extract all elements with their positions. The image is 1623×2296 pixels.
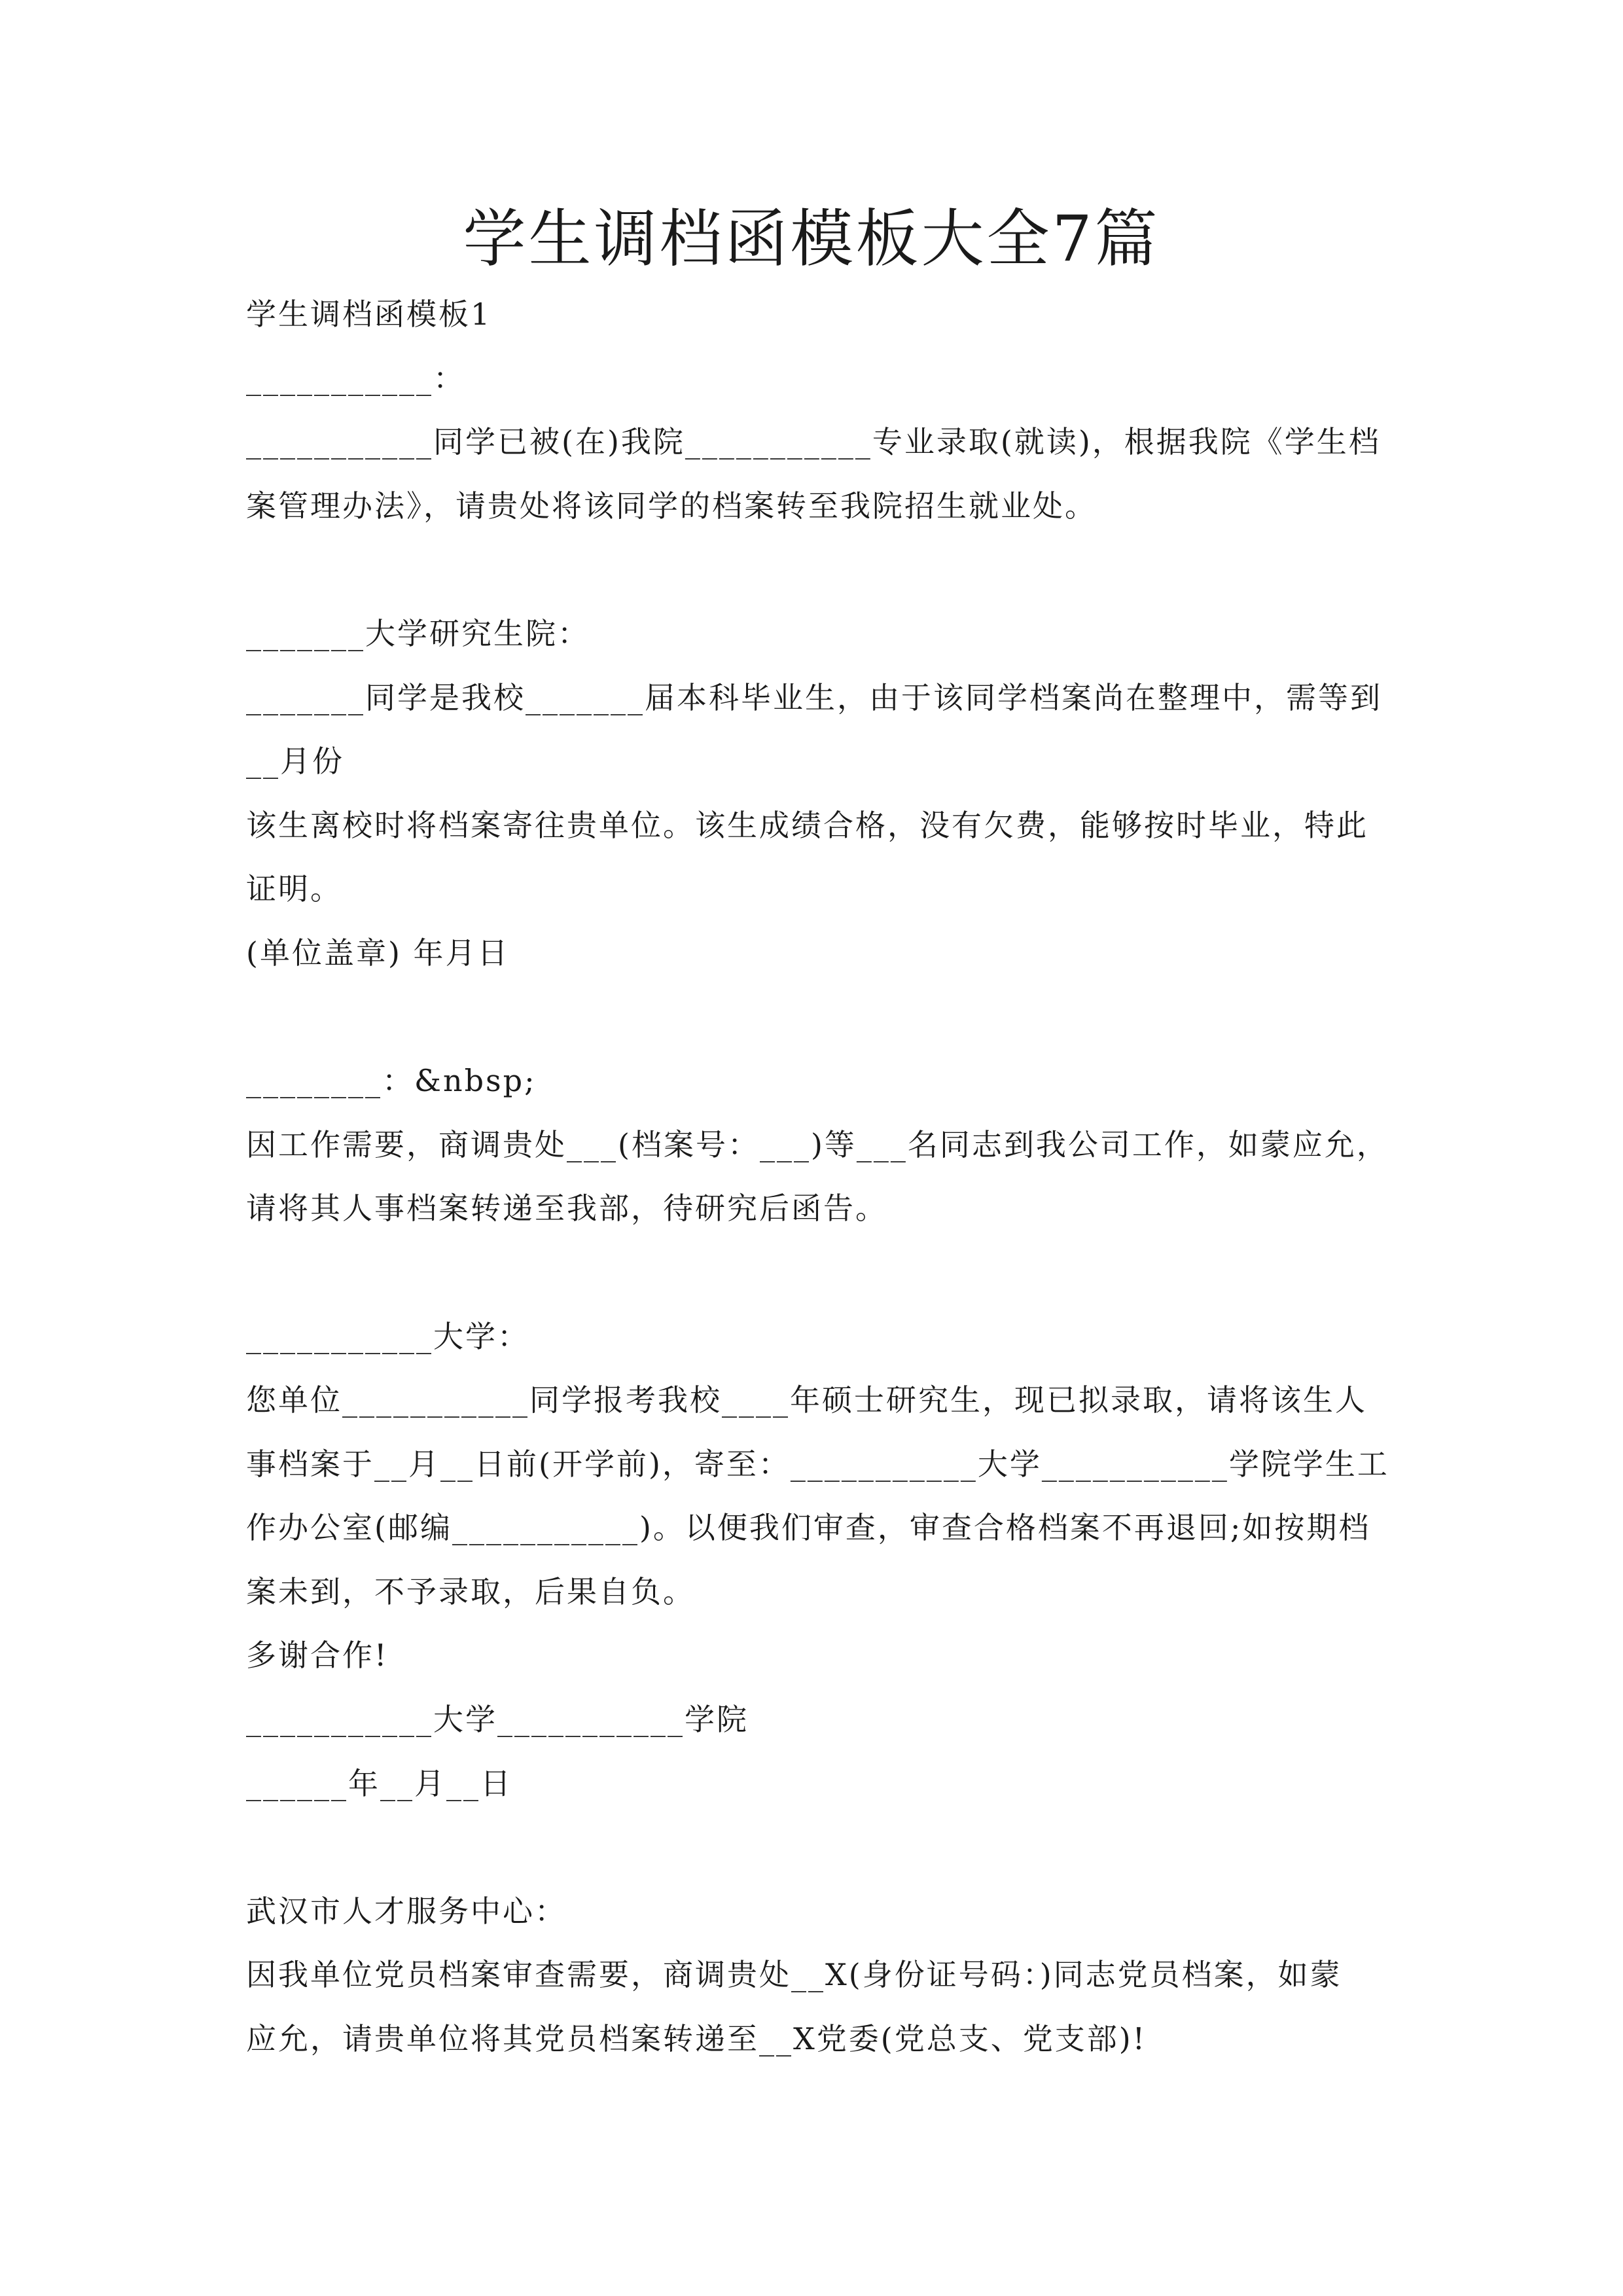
text-line: 作办公室(邮编___________)。以便我们审查，审查合格档案不再退回;如按期档 [246,1510,1371,1546]
blank-line [246,1816,1398,1880]
blank-line [246,986,1398,1050]
text-line: 案未到，不予录取，后果自负。 [246,1573,695,1609]
text-line: 武汉市人才服务中心： [246,1893,567,1929]
document-body [246,283,1398,2072]
text-line: 案管理办法》，请贵处将该同学的档案转至我院招生就业处。 [246,488,1097,524]
text-line: 多谢合作! [246,1638,389,1674]
text-line: 应允，请贵单位将其党员档案转递至__X党委(党总支、党支部)! [246,2021,1147,2057]
text-line: _______同学是我校_______届本科毕业生，由于该同学档案尚在整理中，需等到 [246,679,1382,715]
text-line: ______年__月__日 [246,1765,512,1801]
text-line: ___________： [246,360,465,396]
text-line: _______大学研究生院： [246,615,590,651]
text-line: 您单位___________同学报考我校____年硕士研究生，现已拟录取，请将该生人 [246,1382,1367,1418]
document-title: 学生调档函模板大全7篇 [463,202,1160,276]
text-line: 该生离校时将档案寄往贵单位。该生成绩合格，没有欠费，能够按时毕业，特此 [246,807,1368,843]
text-line: 因我单位党员档案审查需要，商调贵处__X(身份证号码：)同志党员档案，如蒙 [246,1957,1342,1993]
blank-line [246,1241,1398,1305]
text-line: __月份 [246,744,344,780]
text-line: 请将其人事档案转递至我部，待研究后函告。 [246,1191,887,1227]
text-line: ___________同学已被(在)我院___________专业录取(就读)，根据我院《学生档 [246,424,1381,460]
text-line: 因工作需要，商调贵处___(档案号：___)等___名同志到我公司工作，如蒙应允， [246,1126,1389,1162]
text-line: (单位盖章) 年月日 [246,935,510,971]
text-line: 事档案于__月__日前(开学前)，寄至：___________大学___________学院学生工 [246,1446,1389,1482]
text-line: ___________大学___________学院 [246,1702,749,1738]
text-line: ___________大学： [246,1318,529,1354]
text-line: ________：&nbsp; [246,1063,537,1099]
blank-line [246,538,1398,602]
section-heading: 学生调档函模板1 [246,296,492,332]
text-line: 证明。 [246,871,342,907]
